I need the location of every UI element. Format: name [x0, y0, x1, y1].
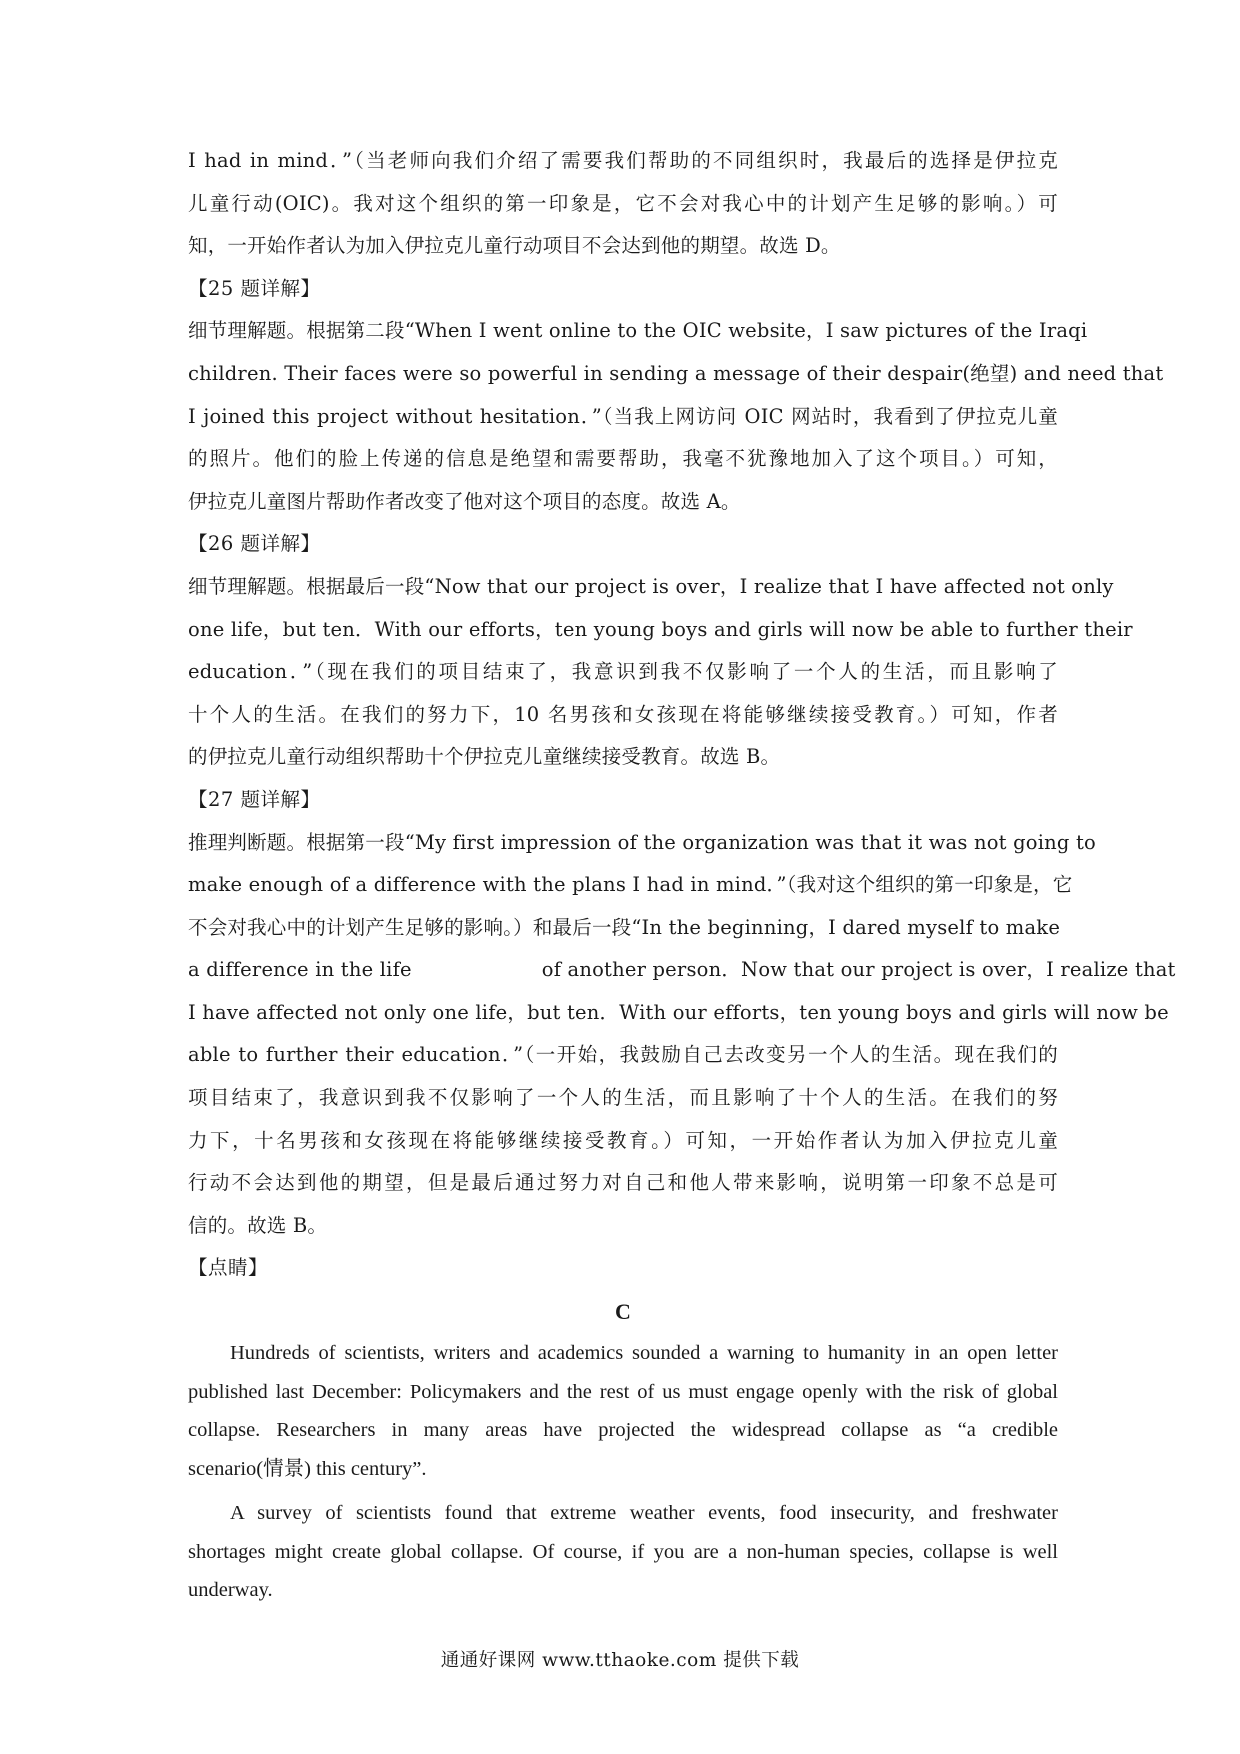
text-segment: of another person．Now that our project is over，I realize that	[541, 958, 1176, 982]
question-heading: 【25 题详解】	[188, 276, 321, 300]
reading-passage	[188, 1334, 1058, 1610]
text-line: children. Their faces were so powerful in sending a message of their despair(绝望) and need that	[188, 361, 1164, 385]
section-heading: C	[615, 1299, 631, 1325]
text-line: I had in mind．”（当老师向我们介绍了需要我们帮助的不同组织时，我最后的选择是伊拉克	[188, 149, 1058, 172]
question-heading: 【27 题详解】	[188, 787, 321, 811]
text-line: able to further their education．”（一开始，我鼓励自己去改变另一个人的生活。现在我们的	[188, 1043, 1058, 1067]
text-line: 推理判断题。根据第一段“My first impression of the organization was that it was not going to	[188, 830, 1096, 854]
document-page	[188, 140, 1176, 1610]
text-line: 的照片。他们的脸上传递的信息是绝望和需要帮助，我毫不犹豫地加入了这个项目。）可知，	[188, 447, 1058, 471]
question-heading: 【点睛】	[188, 1256, 269, 1280]
passage-line: published last December: Policymakers and the rest of us must engage openly with the risk of global	[188, 1380, 1058, 1403]
passage-line: underway.	[188, 1579, 273, 1602]
text-line: I have affected not only one life，but ten．With our efforts，ten young boys and girls will now be	[188, 1000, 1169, 1024]
text-segment: a difference in the life	[188, 958, 412, 982]
passage-line: A survey of scientists found that extreme weather events, food insecurity, and freshwater	[230, 1502, 1058, 1525]
text-line: 细节理解题。根据最后一段“Now that our project is over，I realize that I have affected not only	[188, 574, 1114, 598]
text-line: 的伊拉克儿童行动组织帮助十个伊拉克儿童继续接受教育。故选 B。	[188, 745, 781, 769]
text-line: 不会对我心中的计划产生足够的影响。）和最后一段“In the beginning，I dared myself to make	[188, 915, 1061, 939]
text-line: education．”（现在我们的项目结束了，我意识到我不仅影响了一个人的生活，而且影响了	[188, 660, 1058, 684]
text-line: 项目结束了，我意识到我不仅影响了一个人的生活，而且影响了十个人的生活。在我们的努	[188, 1086, 1058, 1110]
text-line	[188, 949, 1176, 992]
text-line: I joined this project without hesitation．”（当我上网访问 OIC 网站时，我看到了伊拉克儿童	[188, 404, 1058, 428]
text-line: 力下，十名男孩和女孩现在将能够继续接受教育。）可知，一开始作者认为加入伊拉克儿童	[188, 1128, 1058, 1152]
page-footer: 通通好课网 www.tthaoke.com 提供下载	[440, 1650, 800, 1671]
text-line: 行动不会达到他的期望，但是最后通过努力对自己和他人带来影响，说明第一印象不总是可	[188, 1171, 1058, 1195]
answer-explanations	[188, 140, 1176, 1290]
text-line: one life，but ten．With our efforts，ten young boys and girls will now be able to further their	[188, 617, 1133, 641]
text-line: 伊拉克儿童图片帮助作者改变了他对这个项目的态度。故选 A。	[188, 489, 741, 513]
text-line: 知，一开始作者认为加入伊拉克儿童行动项目不会达到他的期望。故选 D。	[188, 234, 841, 258]
text-line: make enough of a difference with the plans I had in mind．”（我对这个组织的第一印象是，它	[188, 873, 1073, 897]
text-line: 信的。故选 B。	[188, 1213, 328, 1237]
text-line: 十个人的生活。在我们的努力下，10 名男孩和女孩现在将能够继续接受教育。）可知，作者	[188, 702, 1058, 726]
text-line: 细节理解题。根据第二段“When I went online to the OIC website，I saw pictures of the Iraqi	[188, 319, 1088, 343]
passage-line: collapse. Researchers in many areas have projected the widespread collapse as “a credible	[188, 1419, 1058, 1442]
passage-line: Hundreds of scientists, writers and academics sounded a warning to humanity in an open letter	[230, 1342, 1058, 1365]
passage-line: shortages might create global collapse. Of course, if you are a non-human species, collapse is well	[188, 1540, 1058, 1563]
text-line: 儿童行动(OIC)。我对这个组织的第一印象是，它不会对我心中的计划产生足够的影响。）可	[188, 191, 1058, 215]
question-heading: 【26 题详解】	[188, 532, 321, 556]
passage-line: scenario(情景) this century”.	[188, 1457, 427, 1480]
